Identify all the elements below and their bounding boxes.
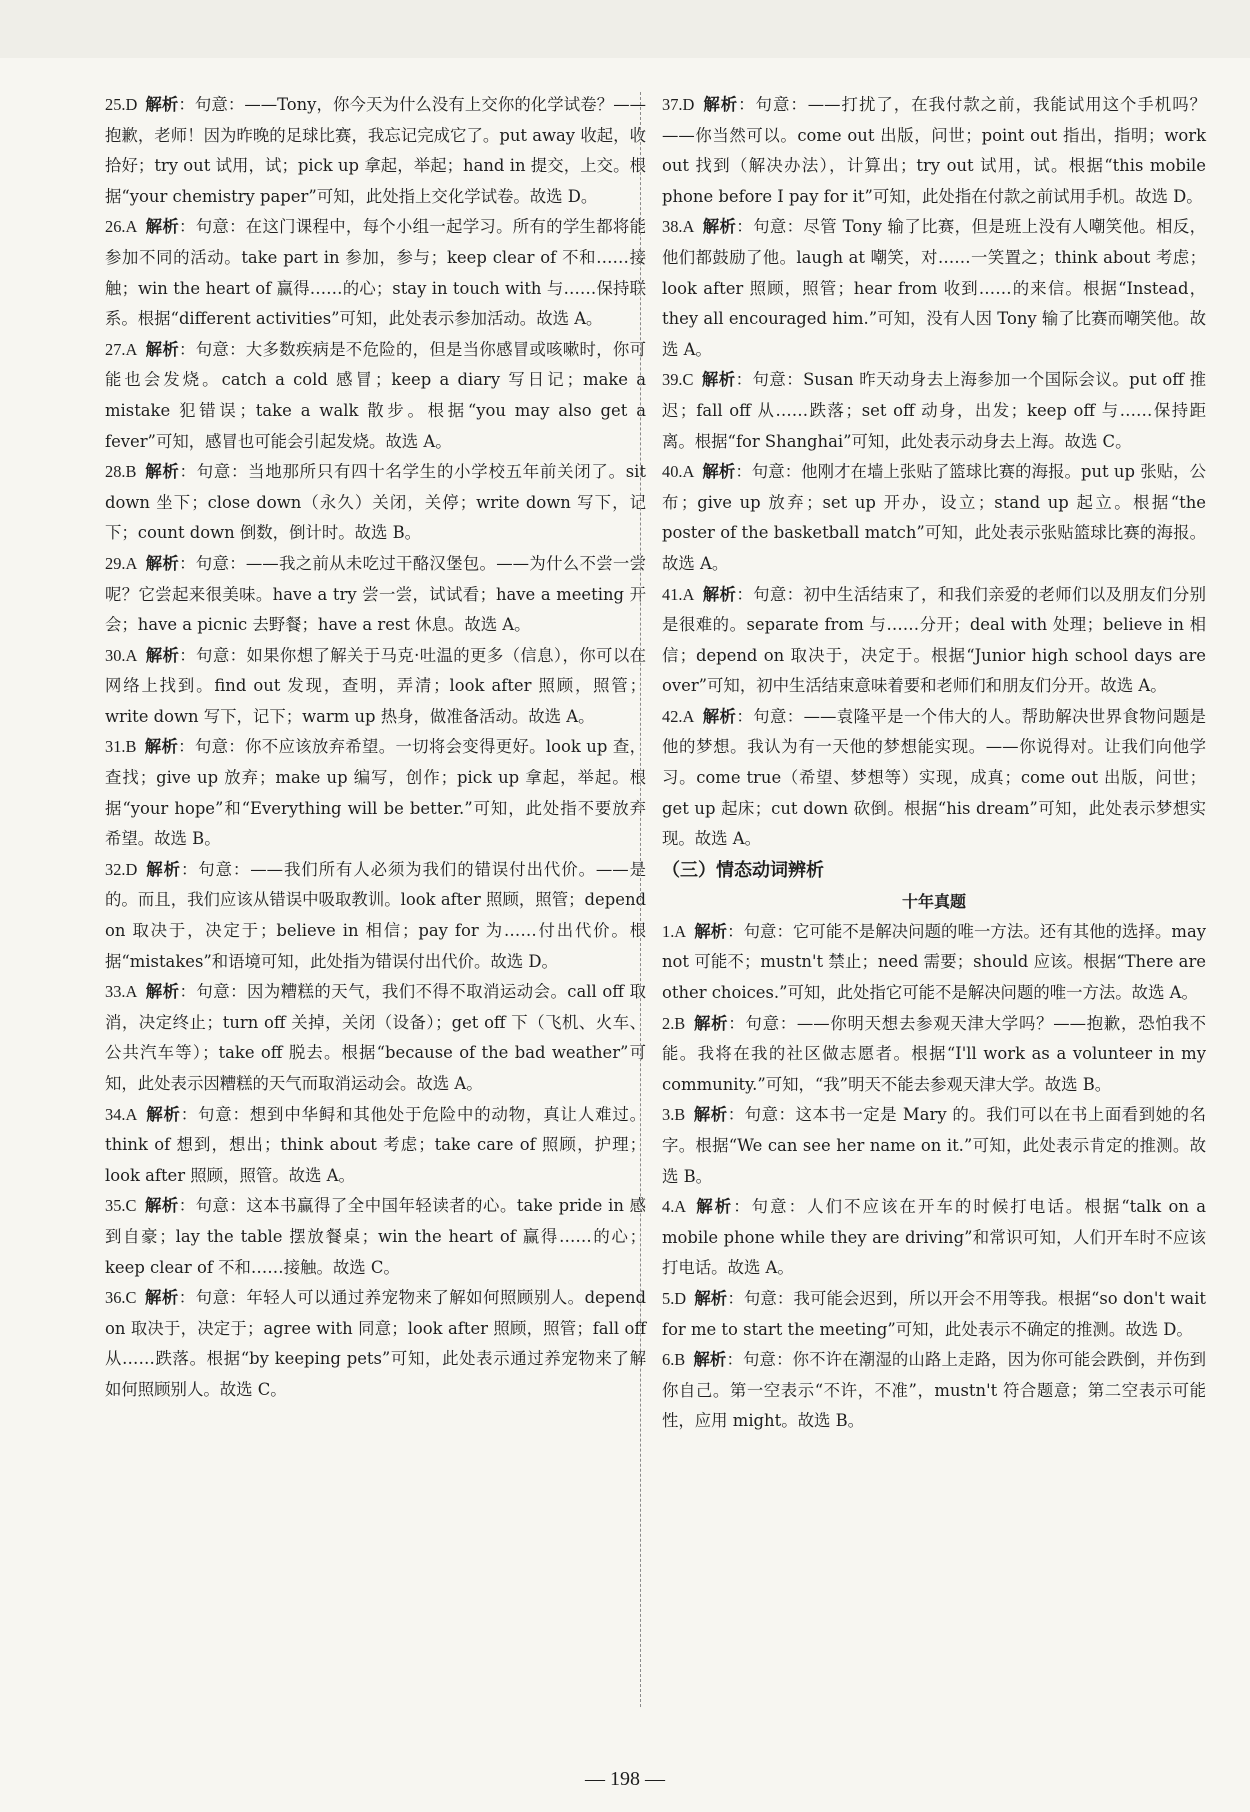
answer-number: 29.A (105, 553, 138, 573)
answer-number: 1.A (662, 921, 687, 941)
subsection-title: 十年真题 (901, 891, 966, 911)
answer-entry (105, 457, 646, 549)
analysis-text: ：句意：人们不应该在开车的时候打电话。根据“talk on a mobile phone while they are driving”和常识可知，人们开车时不应该打电话。故选 A。 (662, 1197, 1207, 1278)
analysis-label: 解析 (694, 1288, 728, 1308)
analysis-text: ：句意：——你明天想去参观天津大学吗？——抱歉，恐怕我不能。我将在我的社区做志愿者。根据“I'll work as a volunteer in my community.”可知，“我”明天不能去参观天津大学。故选 B。 (662, 1013, 1207, 1094)
answer-number: 6.B (662, 1350, 686, 1370)
analysis-text: ：句意：——Tony，你今天为什么没有上交你的化学试卷？——抱歉，老师！因为昨晚的足球比赛，我忘记完成它了。put away 收起，收拾好；try out 试用，试；pick up 拿起，举起；hand in 提交，上交。根据“your chemistry paper”可知，此处指上交化学试卷。故选 D。 (105, 95, 647, 206)
left-column (105, 90, 646, 1406)
answer-entry (105, 1283, 646, 1405)
analysis-label: 解析 (145, 645, 180, 665)
analysis-text: ：句意：因为糟糕的天气，我们不得不取消运动会。call off 取消，决定终止；turn off 关掉，关闭（设备）；get off 下（飞机、火车、公共汽车等）；take off 脱去。根据“because of the bad weather”可知，此处表示因糟糕的天气而取消运动会。故选 A。 (105, 982, 647, 1093)
answer-number: 3.B (662, 1105, 686, 1125)
analysis-text: ：句意：——袁隆平是一个伟大的人。帮助解决世界食物问题是他的梦想。我认为有一天他的梦想能实现。——你说得对。让我们向他学习。come true（希望、梦想等）实现，成真；come out 出版，问世；get up 起床；cut down 砍倒。根据“his dream”可知，此处表示梦想实现。故选 A。 (662, 706, 1207, 849)
analysis-text: ：句意：我可能会迟到，所以开会不用等我。根据“so don't wait for me to start the meeting”可知，此处表示不确定的推测。故选 D。 (662, 1288, 1207, 1339)
answer-number: 31.B (105, 737, 137, 757)
analysis-text: ：句意：如果你想了解关于马克·吐温的更多（信息），你可以在网络上找到。find out 发现，查明，弄清；look after 照顾，照管；write down 写下，记下；warm up 热身，做准备活动。故选 A。 (105, 645, 646, 726)
answer-entry (105, 1191, 646, 1283)
answer-entry (662, 1192, 1206, 1284)
analysis-text: ：句意：初中生活结束了，和我们亲爱的老师们以及朋友们分别是很难的。separate from 与……分开；deal with 处理；believe in 相信；depend on 取决于，决定于。根据“Junior high school days are over”可知，初中生活结束意味着要和老师们和朋友们分开。故选 A。 (662, 584, 1207, 696)
answer-entry (662, 90, 1206, 212)
analysis-label: 解析 (702, 95, 739, 114)
answer-entry (662, 1009, 1206, 1101)
analysis-text: ：句意：年轻人可以通过养宠物来了解如何照顾别人。depend on 取决于，决定于；agree with 同意；look after 照顾，照管；fall off 从……跌落。根据“by keeping pets”可知，此处表示通过养宠物来了解如何照顾别人。故选 C。 (105, 1288, 647, 1399)
answer-entry (662, 457, 1206, 579)
analysis-label: 解析 (145, 1104, 181, 1124)
answer-entry (105, 732, 646, 854)
analysis-label: 解析 (702, 217, 737, 237)
analysis-text: ：句意：这本书赢得了全中国年轻读者的心。take pride in 感到自豪；lay the table 摆放餐桌；win the heart of 赢得……的心；keep clear of 不和……接触。故选 C。 (105, 1196, 646, 1277)
answer-entry (662, 365, 1206, 457)
answer-number: 5.D (662, 1288, 687, 1308)
analysis-text: ：句意：——打扰了，在我付款之前，我能试用这个手机吗？——你当然可以。come out 出版，问世；point out 指出，指明；work out 找到（解决办法），计算出；try out 试用，试。根据“this mobile phone before I pay for it”可知，此处指在付款之前试用手机。故选 D。 (662, 95, 1207, 206)
analysis-label: 解析 (702, 706, 737, 726)
answer-entry (105, 212, 646, 334)
analysis-label: 解析 (144, 737, 179, 757)
answer-number: 41.A (662, 584, 695, 604)
analysis-label: 解析 (693, 1350, 727, 1370)
answer-entry (662, 917, 1206, 1009)
analysis-label: 解析 (144, 1196, 179, 1216)
answer-number: 27.A (105, 339, 138, 359)
analysis-text: ：句意：大多数疾病是不危险的，但是当你感冒或咳嗽时，你可能也会发烧。catch a cold 感冒；keep a diary 写日记；make a mistake 犯错误；take a walk 散步。根据“you may also get a fever”可知，感冒也可能会引起发烧。故选 A。 (105, 339, 647, 451)
analysis-label: 解析 (702, 584, 737, 604)
analysis-text: ：句意：你不应该放弃希望。一切将会变得更好。look up 查，查找；give up 放弃；make up 编写，创作；pick up 拿起，举起。根据“your hope”和“Everything will be better.”可知，此处指不要放弃希望。故选 B。 (105, 737, 646, 849)
scan-top-margin (0, 0, 1250, 58)
answer-entry (105, 335, 646, 457)
analysis-text: ：句意：——我们所有人必须为我们的错误付出代价。——是的。而且，我们应该从错误中吸取教训。look after 照顾，照管；depend on 取决于，决定于；believe in 相信；pay for 为……付出代价。根据“mistakes”和语境可知，此处指为错误付出代价。故选 D。 (105, 859, 647, 971)
analysis-label: 解析 (694, 921, 728, 941)
analysis-label: 解析 (144, 462, 180, 482)
answer-number: 39.C (662, 370, 694, 390)
answer-entry (105, 977, 646, 1099)
analysis-text: ：句意：他刚才在墙上张贴了篮球比赛的海报。put up 张贴，公布；give up 放弃；set up 开办，设立；stand up 起立。根据“the poster of the basketball match”可知，此处表示张贴篮球比赛的海报。故选 A。 (662, 462, 1207, 573)
analysis-label: 解析 (145, 217, 180, 237)
analysis-label: 解析 (693, 1105, 728, 1125)
analysis-text: ：句意：Susan 昨天动身去上海参加一个国际会议。put off 推迟；fall off 从……跌落；set off 动身，出发；keep off 与……保持距离。根据“for Shanghai”可知，此处表示动身去上海。故选 C。 (662, 370, 1206, 451)
answer-number: 32.D (105, 859, 138, 879)
answer-number: 26.A (105, 217, 138, 237)
analysis-text: ：句意：它可能不是解决问题的唯一方法。还有其他的选择。may not 可能不；mustn't 禁止；need 需要；should 应该。根据“There are other choices.”可知，此处指它可能不是解决问题的唯一方法。故选 A。 (662, 921, 1207, 1003)
analysis-label: 解析 (145, 95, 179, 114)
answer-number: 30.A (105, 645, 138, 665)
analysis-label: 解析 (145, 859, 181, 879)
analysis-text: ：句意：想到中华鲟和其他处于危险中的动物，真让人难过。think of 想到，想出；think about 考虑；take care of 照顾，护理；look after 照顾，照管。故选 A。 (105, 1104, 647, 1185)
answer-number: 4.A (662, 1197, 687, 1217)
analysis-text: ：句意：当地那所只有四十名学生的小学校五年前关闭了。sit down 坐下；close down（永久）关闭，关停；write down 写下，记下；count down 倒数，倒计时。故选 B。 (105, 462, 647, 543)
answer-number: 36.C (105, 1288, 137, 1308)
answer-entry (105, 1100, 646, 1192)
analysis-text: ：句意：——我之前从未吃过干酪汉堡包。——为什么不尝一尝呢？它尝起来很美味。have a try 尝一尝，试试看；have a meeting 开会；have a picnic 去野餐；have a rest 休息。故选 A。 (105, 553, 647, 635)
analysis-text: ：句意：这本书一定是 Mary 的。我们可以在书上面看到她的名字。根据“We can see her name on it.”可知，此处表示肯定的推测。故选 B。 (662, 1105, 1206, 1186)
answer-number: 35.C (105, 1196, 137, 1216)
answer-entry (105, 641, 646, 733)
analysis-text: ：句意：尽管 Tony 输了比赛，但是班上没有人嘲笑他。相反，他们都鼓励了他。laugh at 嘲笑，对……一笑置之；think about 考虑；look after 照顾，照管；hear from 收到……的来信。根据“Instead，they all encouraged him.”可知，没有人因 Tony 输了比赛而嘲笑他。故选 A。 (662, 217, 1207, 359)
analysis-label: 解析 (701, 370, 736, 390)
analysis-label: 解析 (702, 462, 736, 482)
answer-entry (105, 549, 646, 641)
page-number: — 198 — (585, 1768, 665, 1790)
answer-number: 38.A (662, 217, 695, 237)
answer-number: 40.A (662, 462, 695, 482)
answer-number: 25.D (105, 95, 138, 114)
right-column (662, 90, 1206, 1437)
answer-number: 28.B (105, 462, 137, 482)
answer-entry (105, 855, 646, 977)
column-divider (640, 92, 641, 1707)
answer-entry (662, 1100, 1206, 1192)
answer-number: 37.D (662, 95, 695, 114)
analysis-label: 解析 (144, 1288, 179, 1308)
answer-entry (662, 1284, 1206, 1345)
analysis-label: 解析 (694, 1197, 734, 1217)
answer-number: 42.A (662, 706, 695, 726)
section-title: （三）情态动词辨析 (662, 859, 824, 881)
answer-number: 34.A (105, 1104, 138, 1124)
answer-number: 2.B (662, 1013, 686, 1033)
analysis-label: 解析 (693, 1013, 729, 1033)
analysis-label: 解析 (145, 982, 180, 1002)
answer-entry (662, 580, 1206, 702)
answer-entry (662, 1345, 1206, 1437)
right-column-top-entries (662, 90, 1206, 855)
answer-entry (662, 212, 1206, 365)
answer-number: 33.A (105, 982, 138, 1002)
analysis-text: ：句意：在这门课程中，每个小组一起学习。所有的学生都将能参加不同的活动。take part in 参加，参与；keep clear of 不和……接触；win the heart of 赢得……的心；stay in touch with 与……保持联系。根据“different activities”可知，此处表示参加活动。故选 A。 (105, 217, 647, 329)
analysis-label: 解析 (145, 553, 180, 573)
answer-entry (105, 90, 646, 212)
analysis-text: ：句意：你不许在潮湿的山路上走路，因为你可能会跌倒，并伤到你自己。第一空表示“不许，不准”，mustn't 符合题意；第二空表示可能性，应用 might。故选 B。 (662, 1350, 1207, 1431)
right-column-bottom-entries (662, 917, 1206, 1437)
analysis-label: 解析 (145, 339, 180, 359)
answer-entry (662, 702, 1206, 855)
